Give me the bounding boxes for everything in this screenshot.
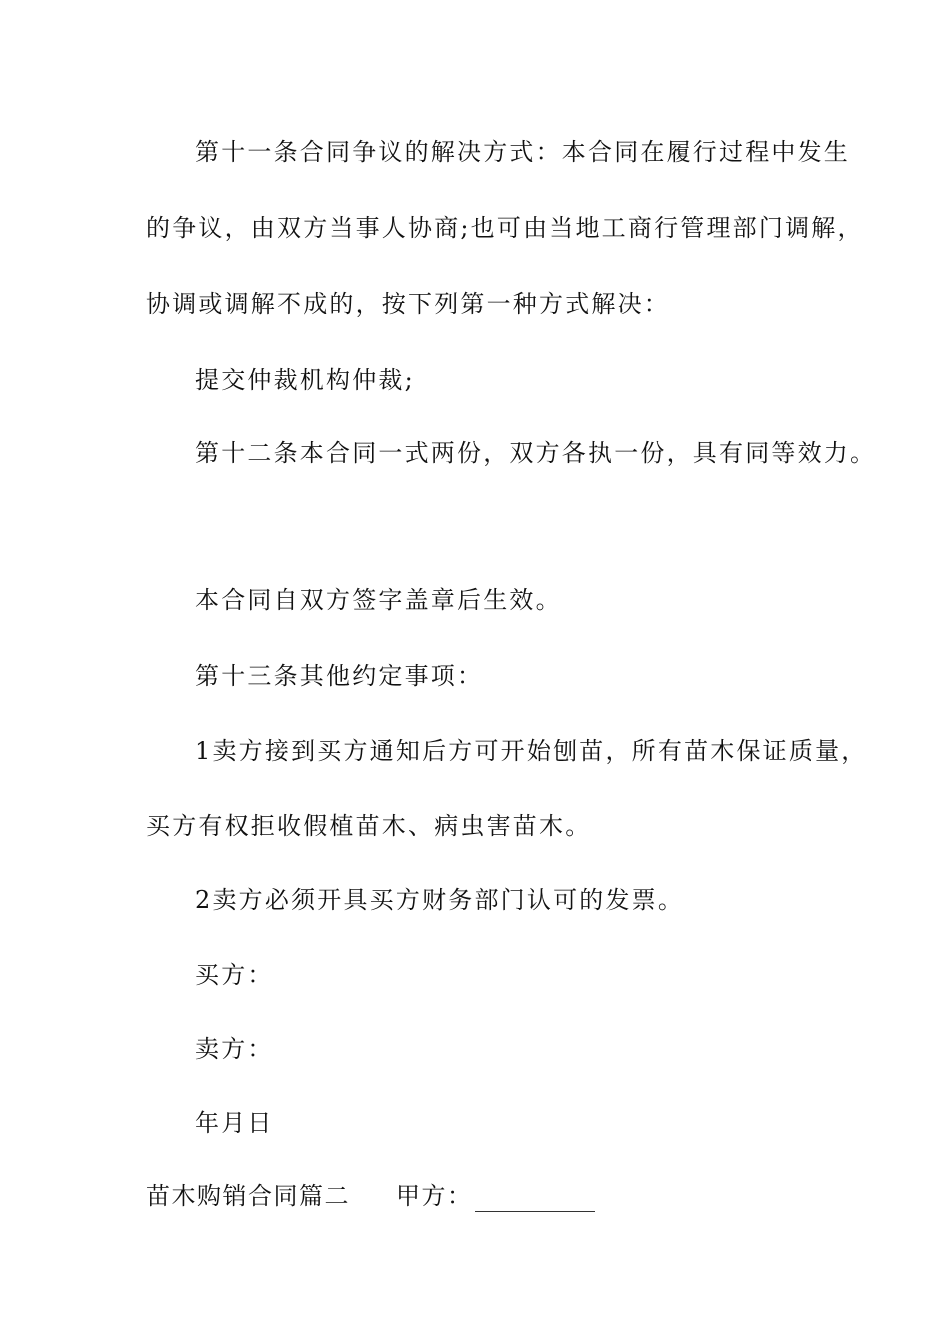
arbitration-line: 提交仲裁机构仲裁; — [195, 366, 415, 394]
effective-line: 本合同自双方签字盖章后生效。 — [195, 586, 562, 614]
date-label: 年月日 — [195, 1109, 274, 1137]
clause-11-line-1: 第十一条合同争议的解决方式：本合同在履行过程中发生 — [195, 138, 850, 166]
item-2-line: 2卖方必须开具买方财务部门认可的发票。 — [195, 886, 685, 914]
party-a-label: 甲方： — [396, 1182, 473, 1210]
clause-13-heading: 第十三条其他约定事项： — [195, 662, 484, 690]
clause-11-line-2: 的争议，由双方当事人协商;也可由当地工商行管理部门调解， — [146, 214, 864, 242]
buyer-label: 买方： — [195, 961, 274, 989]
next-contract-heading — [146, 1180, 595, 1212]
item-1-line-2: 买方有权拒收假植苗木、病虫害苗木。 — [146, 812, 592, 840]
next-contract-title: 苗木购销合同篇二 — [146, 1182, 350, 1210]
seller-label: 卖方： — [195, 1035, 274, 1063]
clause-11-line-3: 协调或调解不成的，按下列第一种方式解决： — [146, 290, 670, 318]
clause-12-line: 第十二条本合同一式两份，双方各执一份，具有同等效力。 — [195, 439, 877, 467]
party-a-blank-underline — [475, 1185, 595, 1212]
item-1-line-1: 1卖方接到买方通知后方可开始刨苗，所有苗木保证质量， — [195, 737, 868, 765]
